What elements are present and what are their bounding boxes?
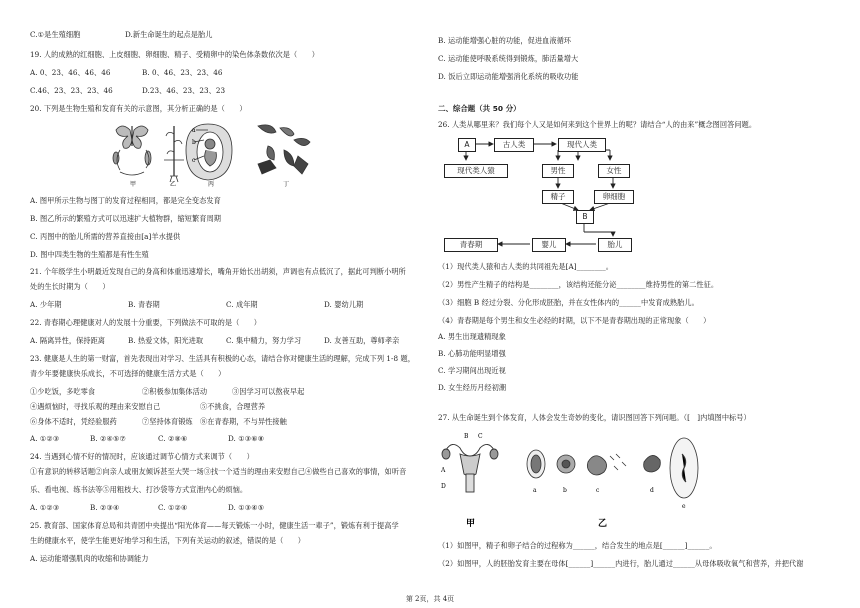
node-puberty: 青春期: [444, 238, 498, 252]
label-yi: 乙: [170, 181, 177, 188]
q24-body-line1: ①有意识的转移话题②向亲人或朋友倾诉甚至大哭一场③找一个适当的理由来安慰自己④做些自己喜欢的事情，如听音: [30, 467, 407, 476]
node-ancient-human: 古人类: [494, 138, 534, 152]
label-B: B: [464, 433, 469, 440]
label-b: b: [192, 139, 196, 146]
option-a: A. 0、23、46、46、46: [30, 68, 111, 77]
option-c: C. ②⑧⑥: [158, 434, 188, 443]
option-c: C.46、23、23、23、46: [30, 86, 113, 95]
option-d: D. 友善互助，尊师孝亲: [324, 336, 400, 345]
q26-stem: 26. 人类从哪里来？我们每个人又是如何来到这个世界上的呢？请结合“人的由来”概念图回答问题。: [438, 120, 757, 129]
option-d: D. ①③⑥⑧: [228, 434, 265, 443]
node-female: 女性: [598, 164, 630, 178]
option-c: C. 成年期: [226, 300, 258, 309]
q27-figure: [438, 432, 708, 532]
q24-stem: 24. 当遇到心情不好的情况时，应该通过调节心情方式来调节（ ）: [30, 452, 254, 461]
label-C: C: [478, 433, 483, 440]
option-a: A. 少年期: [30, 300, 62, 309]
label-jia: 甲: [466, 519, 476, 529]
q25-option-a: A. 运动能增强肌肉的收缩和协调能力: [30, 554, 149, 563]
label-a: a: [533, 487, 537, 494]
option-b: B. 0、46、23、23、46: [142, 68, 223, 77]
q20-option-a: A. 图甲所示生物与图丁的发育过程相同，都是完全变态发育: [30, 196, 221, 205]
q26-sub2: （2）男性产生精子的结构是________，该结构还能分泌________维持男性的第二性征。: [438, 280, 719, 289]
q21-stem-line1: 21. 个年级学生小明最近发现自己的身高和体重迅速增长，嘴角开始长出胡须，声调也有点低沉了，据此可判断小明所: [30, 267, 406, 276]
q25-stem-line1: 25. 教育部、国家体育总局和共青团中央提出“阳光体育——每天锻炼一小时，健康生活一辈子”，锻炼有利于提高学: [30, 521, 399, 530]
q24-body-line2: 乐、看电视、练书法等⑤用粗枝大、打沙袋等方式宣泄内心的烦恼。: [30, 485, 248, 494]
node-fetus: 胎儿: [598, 238, 632, 252]
q25-stem-line2: 生的健康水平，使学生能更好地学习和生活，下列有关运动的叙述，错误的是（ ）: [30, 536, 306, 545]
option-d: D. ①③④⑤: [228, 503, 265, 512]
item-4: ④遇烦恼时，寻找乐观的理由来安慰自己: [30, 402, 161, 411]
q22-stem: 22. 青春期心理健康对人的发展十分重要，下列做法不可取的是（ ）: [30, 318, 262, 327]
node-modern-ape: 现代类人猿: [444, 164, 508, 178]
q26-option-a: A. 男生出现遗精现象: [438, 332, 506, 341]
origin-concept-diagram: [438, 132, 833, 257]
q20-stem: 20. 下列是生物生殖和发育有关的示意图，其分析正确的是（ ）: [30, 104, 247, 113]
q20-option-b: B. 图乙所示的繁殖方式可以迅速扩大植物群，缩短繁育周期: [30, 214, 221, 223]
q22-options: [30, 336, 399, 346]
label-jia: 甲: [130, 181, 137, 188]
q20-figure: [108, 120, 318, 190]
q27-sub2: （2）如图甲，人的胚胎发育主要在母体[______]______内进行，胎儿通过______从母体吸收氧气和营养，并把代谢: [438, 559, 804, 568]
label-bing: 丙: [208, 181, 215, 188]
node-sperm: 精子: [542, 190, 574, 204]
q19-stem: 19. 人的成熟的红细胞、上皮细胞、卵细胞、精子、受精卵中的染色体条数依次是（ ）: [30, 50, 319, 59]
option-b: B. 热爱文体，阳光进取: [128, 336, 204, 345]
page-footer: 第 2页，共 4页: [405, 595, 455, 603]
plant-cutting-icon: [164, 126, 184, 182]
embryo-stages-icon: [527, 438, 698, 498]
q25-option-d: D. 饭后立即运动能增强消化系统的吸收功能: [438, 72, 579, 81]
item-3: ③因学习可以熬夜早起: [232, 387, 305, 396]
item-6: ⑥身体不适时，凭经验服药: [30, 417, 117, 426]
q18-options: [30, 30, 213, 40]
female-reproductive-system-icon: [442, 444, 498, 492]
q26-option-b: B. 心肺功能明显增强: [438, 349, 506, 358]
option-c: C. 集中精力，努力学习: [226, 336, 302, 345]
option-b: B. ②④⑤⑦: [90, 434, 126, 443]
option-d: D. 婴幼儿期: [324, 300, 364, 309]
label-c: c: [192, 157, 196, 164]
label-A: A: [441, 467, 446, 474]
label-yi: 乙: [598, 519, 608, 529]
option-d: D.新生命诞生的起点是胎儿: [125, 30, 213, 39]
node-egg: 卵细胞: [594, 190, 634, 204]
q23-items-row1: [30, 387, 304, 397]
label-b: b: [563, 487, 567, 494]
q23-stem-line2: 青少年要健康快乐成长，不可选择的健康生活方式是（ ）: [30, 369, 226, 378]
option-b: B. ②③④: [90, 503, 120, 512]
option-c: C.①是生殖细胞: [30, 30, 81, 39]
q20-option-c: C. 丙图中的胎儿所需的营养直接由[a]羊水提供: [30, 232, 181, 241]
item-5: ⑤不挑食，合理营养: [200, 402, 266, 411]
q26-sub3: （3）细胞 B 经过分裂、分化形成胚胎，并在女性体内的______中发育成熟胎儿。: [438, 298, 699, 307]
node-modern-human: 现代人类: [558, 138, 606, 152]
q26-sub4: （4）青春期是每个男生和女生必经的时期，以下不是青春期出现的正常现象（ ）: [438, 316, 711, 325]
q26-option-c: C. 学习期间出现近视: [438, 366, 506, 375]
q23-options: [30, 434, 264, 444]
option-b: B. 青春期: [128, 300, 160, 309]
option-a: A. 隔离异性，保持距离: [30, 336, 106, 345]
q23-stem-line1: 23. 健康是人生的第一财富，首先表现出对学习、生活具有积极的心态，请结合你对健康生活的理解，完成下列 1-8 题，: [30, 354, 415, 363]
q19-options-row1: [30, 68, 223, 78]
q24-options: [30, 503, 264, 513]
node-b: B: [576, 210, 594, 224]
q25-option-c: C. 运动能使呼吸系统得到锻炼，肺活量增大: [438, 54, 579, 63]
q27-sub1: （1）如图甲，精子和卵子结合的过程称为______，结合发生的地点是[______]______。: [438, 541, 717, 550]
q27-stem: 27. 从生命诞生到个体发育，人体会发生奇妙的变化，请识图回答下列问题。（[ ]内填图中标号）: [438, 413, 751, 422]
option-a: A. ①②③: [30, 503, 60, 512]
q19-options-row2: [30, 86, 225, 96]
option-c: C. ①②④: [158, 503, 188, 512]
q21-stem-line2: 处的生长时期为（ ）: [30, 282, 110, 291]
item-7: ⑦坚持体育锻炼: [142, 417, 193, 426]
q26-option-d: D. 女生经历月经初潮: [438, 383, 507, 392]
butterfly-cycle-icon: [113, 126, 151, 175]
q21-options: [30, 300, 363, 310]
q26-sub1: （1）现代类人猿和古人类的共同祖先是[A]________。: [438, 262, 613, 271]
frog-metamorphosis-icon: [258, 125, 310, 174]
label-d: d: [650, 487, 654, 494]
label-a: a: [192, 127, 196, 134]
section-title: 二、综合题（共 50 分）: [438, 104, 521, 113]
item-1: ①少吃饭，多吃零食: [30, 387, 96, 396]
node-infant: 婴儿: [532, 238, 566, 252]
label-c: c: [596, 487, 600, 494]
item-8: ⑧在青春期，不与异性接触: [200, 417, 287, 426]
label-e: e: [682, 503, 686, 510]
node-a: A: [458, 138, 476, 152]
option-d: D.23、46、23、23、23: [142, 86, 226, 95]
node-male: 男性: [542, 164, 574, 178]
label-ding: 丁: [283, 181, 290, 188]
label-D: D: [441, 483, 446, 490]
q25-option-b: B. 运动能增强心脏的功能，促进血液循环: [438, 36, 572, 45]
q23-items-row3: [30, 417, 287, 427]
q23-items-row2: [30, 402, 265, 412]
q20-option-d: D. 图中四类生物的生殖都是有性生殖: [30, 250, 149, 259]
option-a: A. ①②③: [30, 434, 60, 443]
item-2: ②积极参加集体活动: [142, 387, 208, 396]
